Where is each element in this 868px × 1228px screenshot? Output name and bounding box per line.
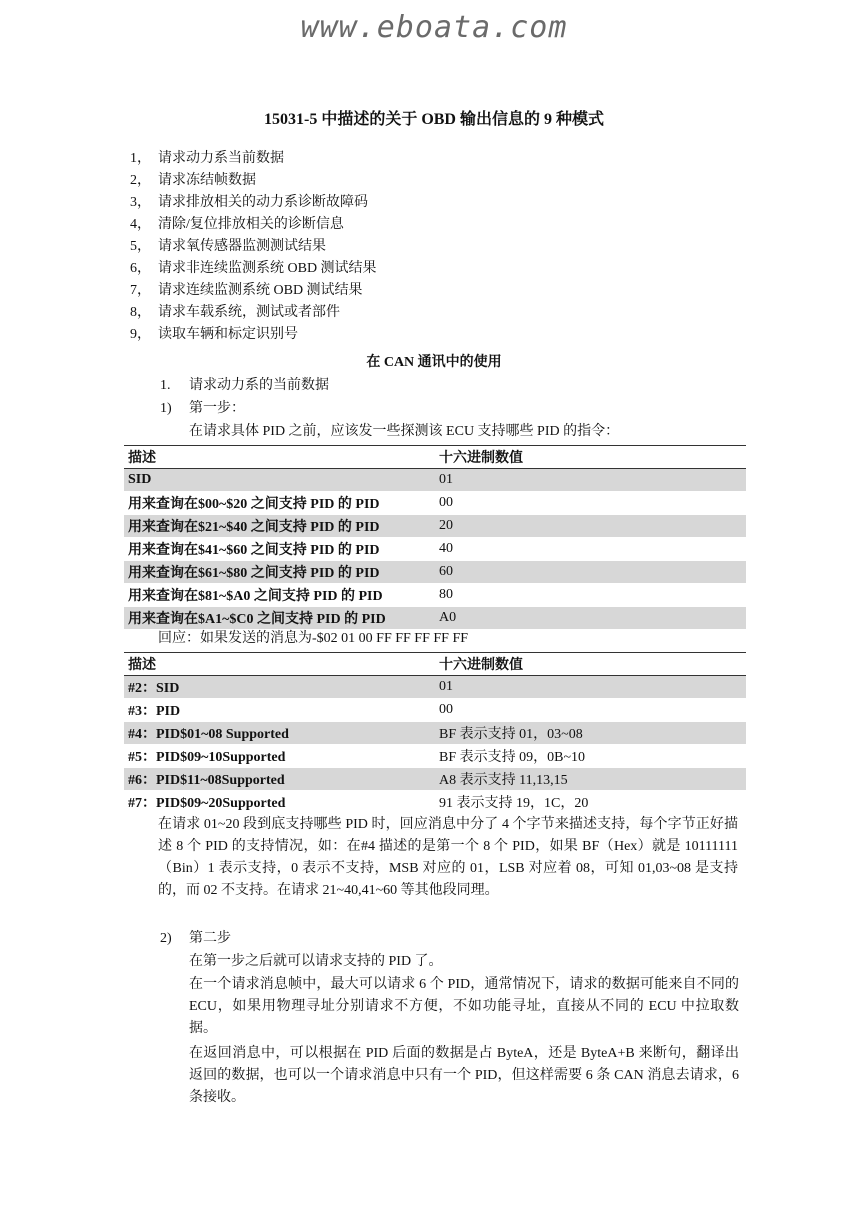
list-item	[130, 324, 377, 346]
list-number: 2，	[130, 173, 151, 188]
cell-hex: A0	[435, 607, 746, 630]
list-number: 3，	[130, 195, 151, 210]
cell-hex: 20	[435, 515, 746, 538]
table-row	[124, 469, 746, 492]
list-item	[130, 148, 377, 170]
cell-desc: #3：PID	[124, 699, 435, 722]
pid-query-table	[124, 445, 746, 630]
step1-heading	[160, 398, 245, 420]
cell-hex: BF 表示支持 01，03~08	[435, 722, 746, 745]
header-desc: 描述	[124, 446, 435, 469]
table-row	[124, 745, 746, 768]
step-text: 第二步	[189, 931, 231, 946]
table-row	[124, 607, 746, 630]
table-row	[124, 791, 746, 814]
cell-desc: #7：PID$09~20Supported	[124, 791, 435, 814]
list-number: 1，	[130, 151, 151, 166]
table-row	[124, 492, 746, 515]
section-title: 在 CAN 通讯中的使用	[366, 355, 502, 370]
list-item	[130, 302, 377, 324]
page-title: 15031-5 中描述的关于 OBD 输出信息的 9 种模式	[263, 111, 604, 128]
list-item	[130, 192, 377, 214]
list-text: 请求非连续监测系统 OBD 测试结果	[158, 261, 377, 276]
cell-hex: 00	[435, 699, 746, 722]
list-text: 清除/复位排放相关的诊断信息	[158, 217, 344, 232]
list-text: 请求氧传感器监测测试结果	[158, 239, 326, 254]
list-item	[130, 236, 377, 258]
header-hex: 十六进制数值	[435, 653, 746, 676]
table-row	[124, 538, 746, 561]
list-number: 9，	[130, 327, 151, 342]
step-text: 第一步：	[189, 401, 245, 416]
list-number: 5，	[130, 239, 151, 254]
watermark: www.eboata.com	[300, 10, 568, 45]
table-header-row	[124, 446, 746, 469]
cell-desc: 用来查询在$81~$A0 之间支持 PID 的 PID	[124, 584, 435, 607]
cell-hex: BF 表示支持 09，0B~10	[435, 745, 746, 768]
table-row	[124, 515, 746, 538]
table-row	[124, 584, 746, 607]
list-item	[130, 214, 377, 236]
list-text: 请求冻结帧数据	[158, 173, 256, 188]
list-text: 请求排放相关的动力系诊断故障码	[158, 195, 368, 210]
cell-hex: 00	[435, 492, 746, 515]
cell-hex: 60	[435, 561, 746, 584]
cell-hex: 80	[435, 584, 746, 607]
step1-intro: 在请求具体 PID 之前，应该发一些探测该 ECU 支持哪些 PID 的指令：	[189, 424, 620, 439]
list-item	[130, 258, 377, 280]
item-heading	[160, 375, 329, 397]
step-number: 2)	[160, 931, 172, 946]
list-text: 读取车辆和标定识别号	[158, 327, 298, 342]
list-text: 请求连续监测系统 OBD 测试结果	[158, 283, 363, 298]
item-text: 请求动力系的当前数据	[189, 378, 329, 393]
modes-list	[130, 148, 377, 346]
step2-paragraph-3: 在返回消息中，可以根据在 PID 后面的数据是占 ByteA，还是 ByteA+B 来断句，翻译出返回的数据，也可以一个请求消息中只有一个 PID，但这样需要 6 条 CAN 消息去请求，6 条接收。	[189, 1046, 739, 1105]
step2-paragraph-1: 在第一步之后就可以请求支持的 PID 了。	[189, 954, 443, 969]
explanation-paragraph: 在请求 01~20 段到底支持哪些 PID 时，回应消息中分了 4 个字节来描述支持，每个字节正好描述 8 个 PID 的支持情况，如：在#4 描述的是第一个 8 个 PID，如果 BF（Hex）就是 10111111（Bin）1 表示支持，0 表示不支持，MSB 对应的 01，LSB 对应着 08，可知 01,03~08 是支持的，而 02 不支持。在请求 21~40,41~60 等其他段同理。	[158, 817, 738, 898]
table-row	[124, 768, 746, 791]
cell-desc: 用来查询在$00~$20 之间支持 PID 的 PID	[124, 492, 435, 515]
step2-heading	[160, 928, 231, 950]
cell-desc: 用来查询在$41~$60 之间支持 PID 的 PID	[124, 538, 435, 561]
cell-hex: A8 表示支持 11,13,15	[435, 768, 746, 791]
cell-desc: #6：PID$11~08Supported	[124, 768, 435, 791]
table-row	[124, 722, 746, 745]
cell-desc: #4：PID$01~08 Supported	[124, 722, 435, 745]
list-number: 8，	[130, 305, 151, 320]
table-row	[124, 676, 746, 699]
cell-hex: 91 表示支持 19，1C，20	[435, 791, 746, 814]
step-number: 1)	[160, 401, 172, 416]
response-line: 回应：如果发送的消息为-$02 01 00 FF FF FF FF FF	[158, 631, 469, 646]
cell-desc: #5：PID$09~10Supported	[124, 745, 435, 768]
cell-desc: SID	[124, 469, 435, 492]
table-row	[124, 561, 746, 584]
list-number: 7，	[130, 283, 151, 298]
cell-desc: 用来查询在$21~$40 之间支持 PID 的 PID	[124, 515, 435, 538]
cell-hex: 40	[435, 538, 746, 561]
list-item	[130, 170, 377, 192]
table-row	[124, 699, 746, 722]
cell-desc: 用来查询在$A1~$C0 之间支持 PID 的 PID	[124, 607, 435, 630]
item-number: 1.	[160, 378, 171, 393]
list-text: 请求动力系当前数据	[158, 151, 284, 166]
list-item	[130, 280, 377, 302]
list-number: 6，	[130, 261, 151, 276]
header-desc: 描述	[124, 653, 435, 676]
response-table	[124, 652, 746, 814]
list-text: 请求车载系统，测试或者部件	[158, 305, 340, 320]
list-number: 4，	[130, 217, 151, 232]
table-header-row	[124, 653, 746, 676]
cell-desc: #2：SID	[124, 676, 435, 699]
header-hex: 十六进制数值	[435, 446, 746, 469]
cell-hex: 01	[435, 676, 746, 699]
cell-hex: 01	[435, 469, 746, 492]
step2-paragraph-2: 在一个请求消息帧中，最大可以请求 6 个 PID，通常情况下，请求的数据可能来自不同的 ECU，如果用物理寻址分别请求不方便，不如功能寻址，直接从不同的 ECU 中拉取数据。	[189, 977, 739, 1036]
cell-desc: 用来查询在$61~$80 之间支持 PID 的 PID	[124, 561, 435, 584]
